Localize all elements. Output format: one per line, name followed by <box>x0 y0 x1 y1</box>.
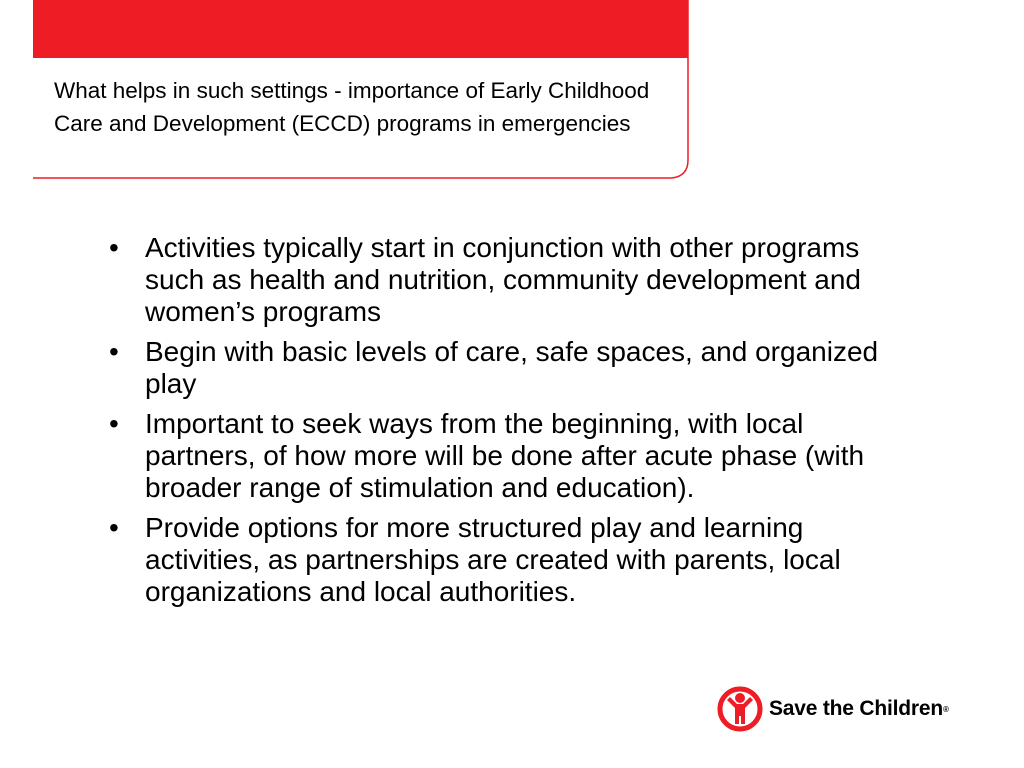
bullet-text: Begin with basic levels of care, safe spaces, and organized play <box>145 336 879 399</box>
bullet-dot: • <box>109 512 119 543</box>
bullet-dot: • <box>109 232 119 263</box>
bullet-item <box>103 232 903 328</box>
slide-title: What helps in such settings - importance of Early Childhood Care and Development (ECCD) programs in emergencies <box>54 78 650 136</box>
bullet-text: Activities typically start in conjunction with other programs such as health and nutrition, community development and women’s programs <box>145 232 861 327</box>
bullet-dot: • <box>109 336 119 367</box>
bullet-item <box>103 512 903 608</box>
bullet-item <box>103 408 903 504</box>
child-figure-icon <box>717 686 763 732</box>
bullet-dot: • <box>109 408 119 439</box>
logo-wordmark: Save the Children® <box>769 697 949 720</box>
save-the-children-logo <box>717 686 949 732</box>
bullet-text: Important to seek ways from the beginning, with local partners, of how more will be done after acute phase (with broader range of stimulation and education). <box>145 408 865 503</box>
bullet-list <box>103 232 903 616</box>
bullet-text: Provide options for more structured play and learning activities, as partnerships are created with parents, local organizations and local authorities. <box>145 512 841 607</box>
bullet-item <box>103 336 903 400</box>
